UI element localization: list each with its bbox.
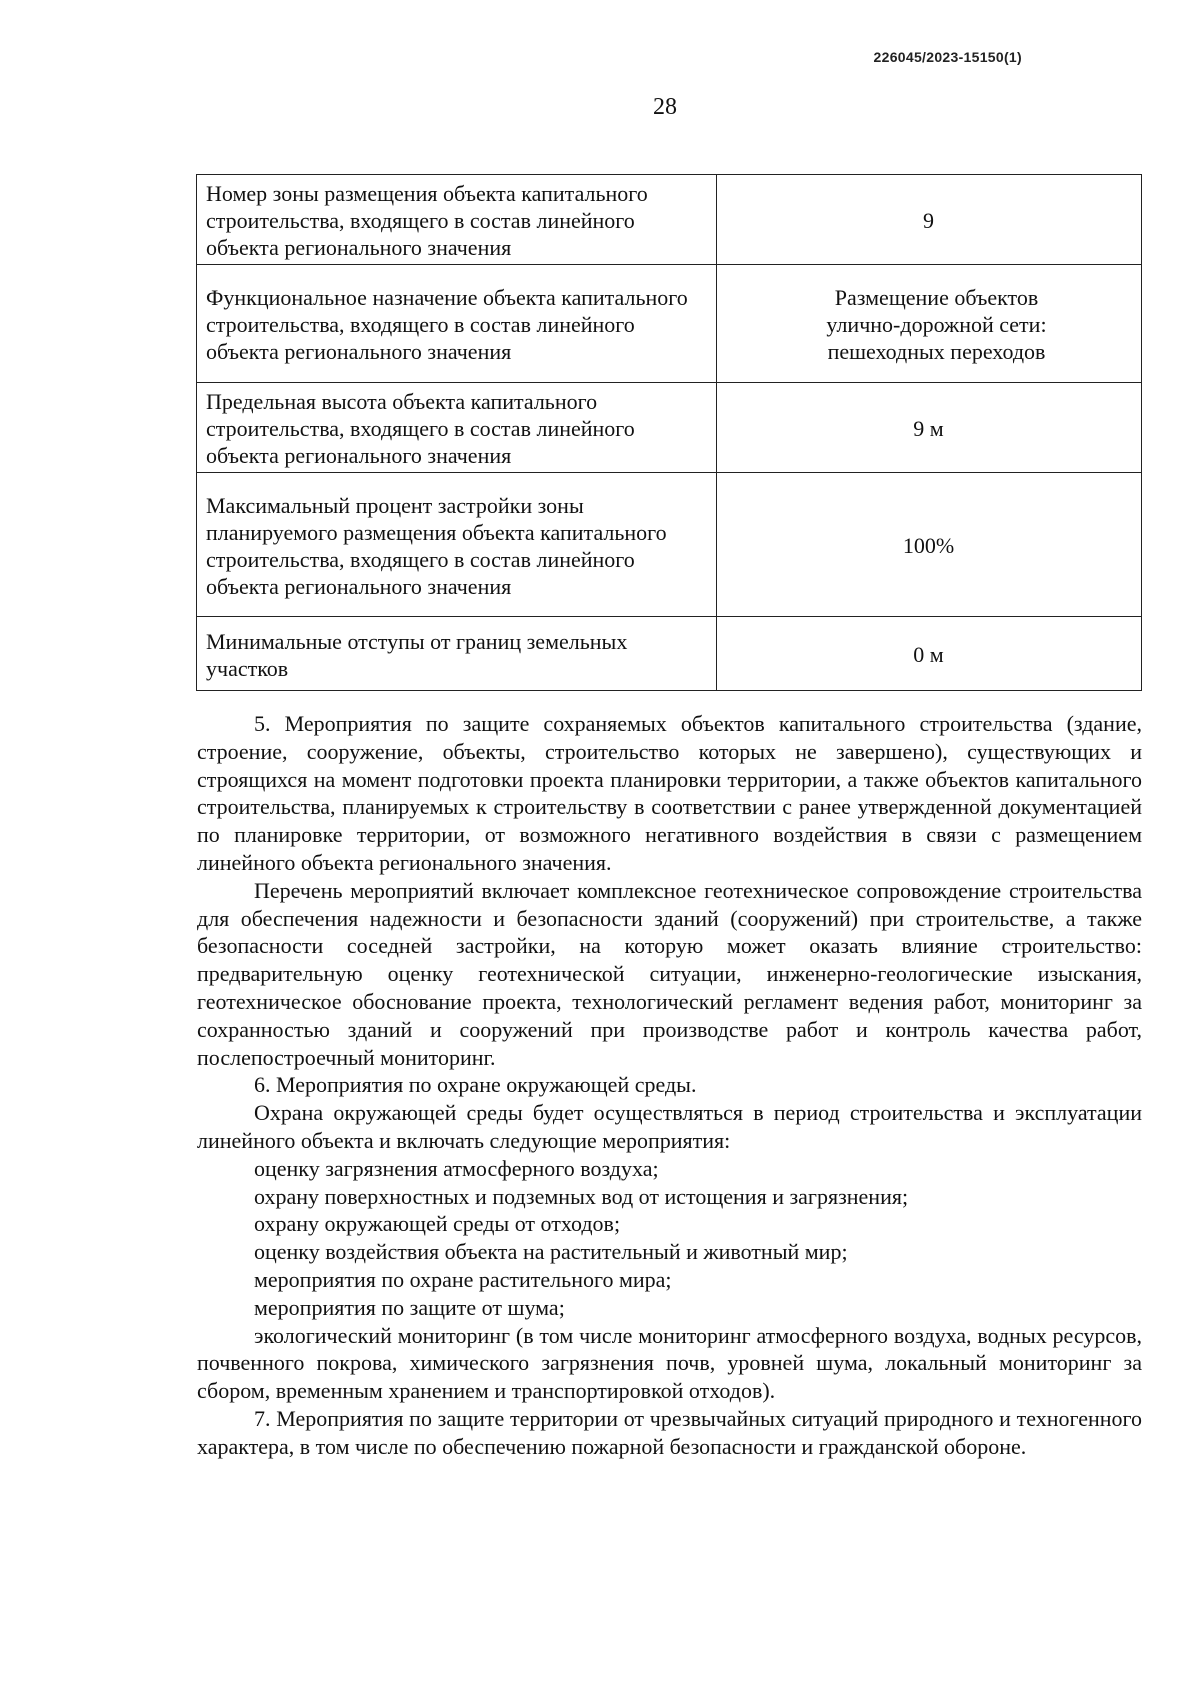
list-item: мероприятия по защите от шума;	[254, 1294, 565, 1320]
table-row	[197, 383, 1142, 473]
paragraph-section-5: 5. Мероприятия по защите сохраняемых объектов капитального строительства (здание, строение, сооружение, объекты, строительство которых не завершено), существующих и строящихся на момент подготовки проекта планировки территории, а также объектов капитального строительства, планируемых к строительству в соответствии с ранее утвержденной документацией по планировке территории, от возможного негативного воздействия в связи с размещением линейного объекта регионального значения.	[197, 711, 1142, 875]
table-cell-label: Предельная высота объекта капитального строительства, входящего в состав линейного объекта регионального значения	[197, 383, 717, 473]
table-row	[197, 265, 1142, 383]
table-cell-value: 100%	[717, 473, 1142, 617]
document-id: 226045/2023-15150(1)	[873, 49, 1022, 65]
list-item: оценку воздействия объекта на растительный и животный мир;	[254, 1239, 848, 1265]
table-cell-label: Номер зоны размещения объекта капитального строительства, входящего в состав линейного объекта регионального значения	[197, 175, 717, 265]
table-cell-value: 9 м	[717, 383, 1142, 473]
table-cell-value: 0 м	[717, 617, 1142, 691]
table-cell-value: Размещение объектов улично-дорожной сети: пешеходных переходов	[717, 265, 1142, 383]
paragraph-measures-list: Перечень мероприятий включает комплексное геотехническое сопровождение строительства для обеспечения надежности и безопасности зданий (сооружений) при строительстве, а также безопасности соседней застройки, на которую может оказать влияние строительство: предварительную оценку геотехнической ситуации, инженерно-геологические изыскания, геотехническое обоснование проекта, технологический регламент ведения работ, мониторинг за сохранностью зданий и сооружений при производстве работ и контроль качества работ, послепостроечный мониторинг.	[197, 877, 1142, 1070]
list-item: мероприятия по охране растительного мира;	[254, 1266, 672, 1292]
paragraph-section-7: 7. Мероприятия по защите территории от чрезвычайных ситуаций природного и техногенного характера, в том числе по обеспечению пожарной безопасности и гражданской обороне.	[197, 1405, 1142, 1459]
table-row	[197, 617, 1142, 691]
list-item: охрану окружающей среды от отходов;	[254, 1211, 621, 1237]
table-cell-label: Функциональное назначение объекта капитального строительства, входящего в состав линейного объекта регионального значения	[197, 265, 717, 383]
paragraph-section-6: 6. Мероприятия по охране окружающей среды.	[254, 1072, 697, 1098]
list-item: оценку загрязнения атмосферного воздуха;	[254, 1155, 659, 1181]
table-cell-value: 9	[717, 175, 1142, 265]
table-cell-label: Минимальные отступы от границ земельных участков	[197, 617, 717, 691]
table-row	[197, 175, 1142, 265]
paragraph-monitoring: экологический мониторинг (в том числе мониторинг атмосферного воздуха, водных ресурсов, почвенного покрова, химического загрязнения почв, уровней шума, локальный мониторинг за сбором, временным хранением и транспортировкой отходов).	[197, 1322, 1142, 1404]
paragraph-environment-intro: Охрана окружающей среды будет осуществляться в период строительства и эксплуатации линейного объекта и включать следующие мероприятия:	[197, 1100, 1142, 1153]
table-cell-label: Максимальный процент застройки зоны планируемого размещения объекта капитального строительства, входящего в состав линейного объекта регионального значения	[197, 473, 717, 617]
document-body	[197, 710, 1142, 1461]
list-item: охрану поверхностных и подземных вод от истощения и загрязнения;	[254, 1183, 909, 1209]
zone-parameters-table	[196, 174, 1142, 691]
table-row	[197, 473, 1142, 617]
page-number: 28	[653, 94, 677, 120]
